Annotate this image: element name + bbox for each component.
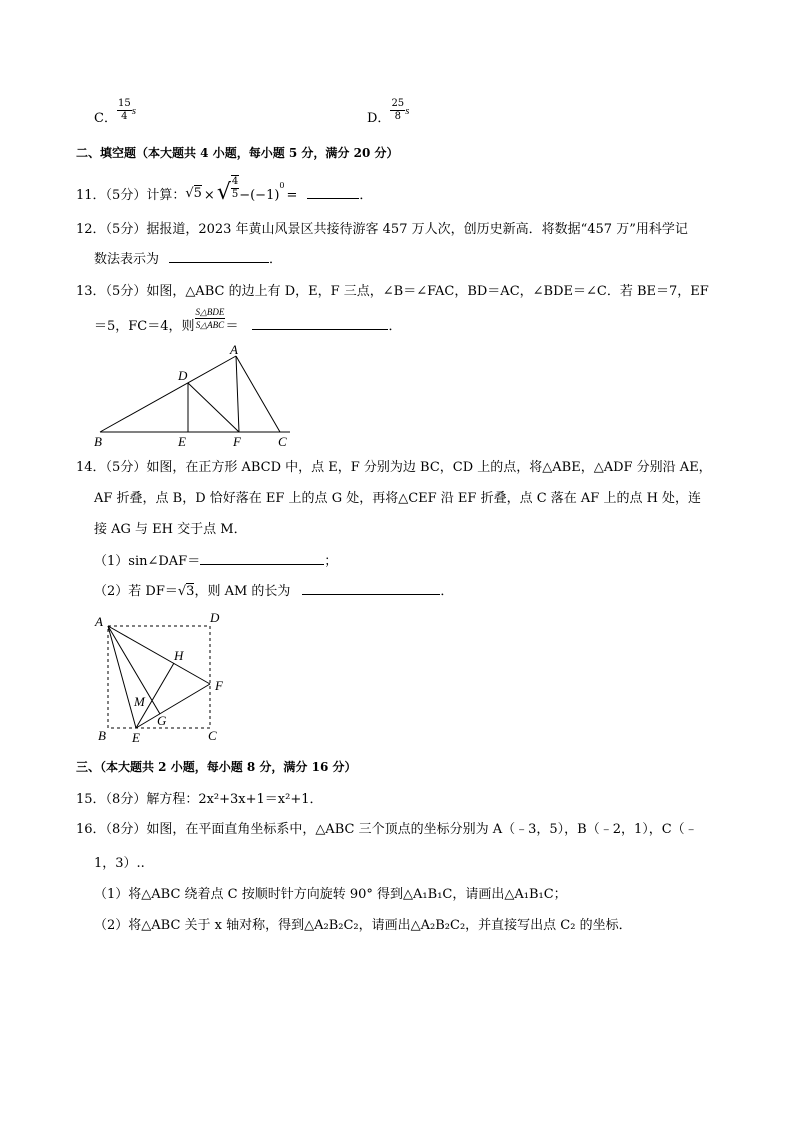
question-14-line3: 接 AG 与 EH 交于点 M．: [94, 522, 247, 537]
label-F: F: [233, 434, 241, 449]
label-C: C: [278, 434, 287, 449]
label-D: D: [178, 368, 188, 383]
q11-times: ×: [203, 188, 215, 203]
q11-prefix: 11．（5分）计算：: [76, 188, 186, 203]
sqrt-symbol-icon: √: [216, 180, 231, 205]
label-M: M: [134, 694, 145, 709]
question-14-line2: AF 折叠，点 B，D 恰好落在 EF 上的点 G 处，再将△CEF 沿 EF 折叠，点 C 落在 AF 上的点 H 处，连: [94, 491, 702, 506]
label-B: B: [98, 728, 106, 743]
segment-AC: [236, 356, 280, 432]
question-15: 15．（8分）解方程：2x²+3x+1＝x²+1．: [76, 792, 323, 807]
question-11: 11．（5分）计算：√5 ×√ $\frac{4}{5}$ $-(-1)^0=$ ．: [76, 175, 373, 205]
label-A: A: [230, 342, 238, 357]
question-13-line1: 13．（5分）如图，△ABC 的边上有 D，E，F 三点，∠B＝∠FAC，BD＝AC，∠BDE＝∠C．若 BE＝7，EF: [76, 284, 709, 299]
label-B: B: [94, 434, 102, 449]
option-c-unit: s: [131, 105, 136, 117]
q13-triangle-figure: [90, 340, 300, 450]
segment-AE: [108, 626, 136, 728]
answer-blank[interactable]: [169, 248, 269, 263]
label-E: E: [178, 434, 186, 449]
q11-minus: −(−1): [239, 188, 280, 203]
answer-blank[interactable]: [302, 580, 440, 595]
question-16-line2: 1，3）..: [94, 856, 145, 871]
answer-blank[interactable]: [252, 315, 388, 330]
question-14-line1: 14．（5分）如图，在正方形 ABCD 中，点 E，F 分别为边 BC，CD 上的点，将△ABE，△ADF 分别沿 AE，: [76, 460, 712, 475]
option-d-label: D．: [367, 111, 391, 126]
option-d-unit: s: [405, 105, 410, 117]
sqrt-symbol-icon: √: [185, 186, 194, 201]
question-14-sub1: （1）sin∠DAF＝ ；: [94, 550, 337, 569]
question-12-line1: 12．（5分）据报道，2023 年黄山风景区共接待游客 457 万人次，创历史新高．将数据“457 万”用科学记: [76, 222, 688, 237]
question-12-line2: 数法表示为 ．: [94, 248, 282, 267]
section-2-heading: 二、填空题（本大题共 4 小题，每小题 5 分，满分 20 分）: [76, 146, 399, 160]
option-c: [94, 98, 136, 126]
option-d-fraction: $\frac{25}{8}$: [391, 98, 405, 122]
question-16-line1: 16．（8分）如图，在平面直角坐标系中，△ABC 三个顶点的坐标分别为 A（﹣3，5），B（﹣2，1），C（﹣: [76, 822, 698, 837]
label-E: E: [132, 730, 140, 745]
q11-sqrt-arg: 5: [193, 186, 202, 201]
question-16-sub2: （2）将△ABC 关于 x 轴对称，得到△A₂B₂C₂，请画出△A₂B₂C₂，并直接写出点 C₂ 的坐标．: [94, 918, 632, 933]
segment-AF: [236, 356, 239, 432]
section-3-heading: 三、（本大题共 2 小题，每小题 8 分，满分 16 分）: [76, 760, 357, 774]
q11-fraction: $\frac{4}{5}$: [231, 175, 239, 200]
segment-BA: [100, 356, 236, 432]
question-16-sub1: （1）将△ABC 绕着点 C 按顺时针方向旋转 90° 得到△A₁B₁C，请画出△A₁B₁C；: [94, 887, 567, 902]
answer-blank[interactable]: [200, 550, 324, 565]
label-C: C: [208, 728, 217, 743]
q14-square-figure: [92, 610, 232, 746]
answer-blank[interactable]: [307, 184, 359, 199]
q13-ratio: $\frac{\text{S△BDE}}{\text{S△ABC}}$: [195, 307, 225, 330]
question-14-sub2: （2）若 DF＝√3，则 AM 的长为 ．: [94, 580, 453, 599]
segment-AF: [108, 626, 210, 684]
q11-exponent: 0: [279, 181, 285, 190]
option-c-label: C．: [94, 111, 117, 126]
question-13-line2: ＝5，FC＝4，则 $\frac{\text{S△BDE}}{\text{S△ABC}}$ ＝ ．: [94, 307, 402, 334]
option-d: [367, 98, 410, 126]
label-F: F: [215, 678, 223, 693]
label-A: A: [95, 614, 103, 629]
segment-DF: [188, 383, 239, 432]
label-D: D: [210, 610, 220, 625]
option-c-fraction: $\frac{15}{4}$: [117, 98, 131, 122]
label-H: H: [174, 648, 184, 663]
segment-EF: [136, 684, 210, 728]
sqrt-symbol-icon: √: [177, 584, 187, 599]
q11-eq: =: [286, 188, 298, 203]
label-G: G: [157, 713, 167, 728]
